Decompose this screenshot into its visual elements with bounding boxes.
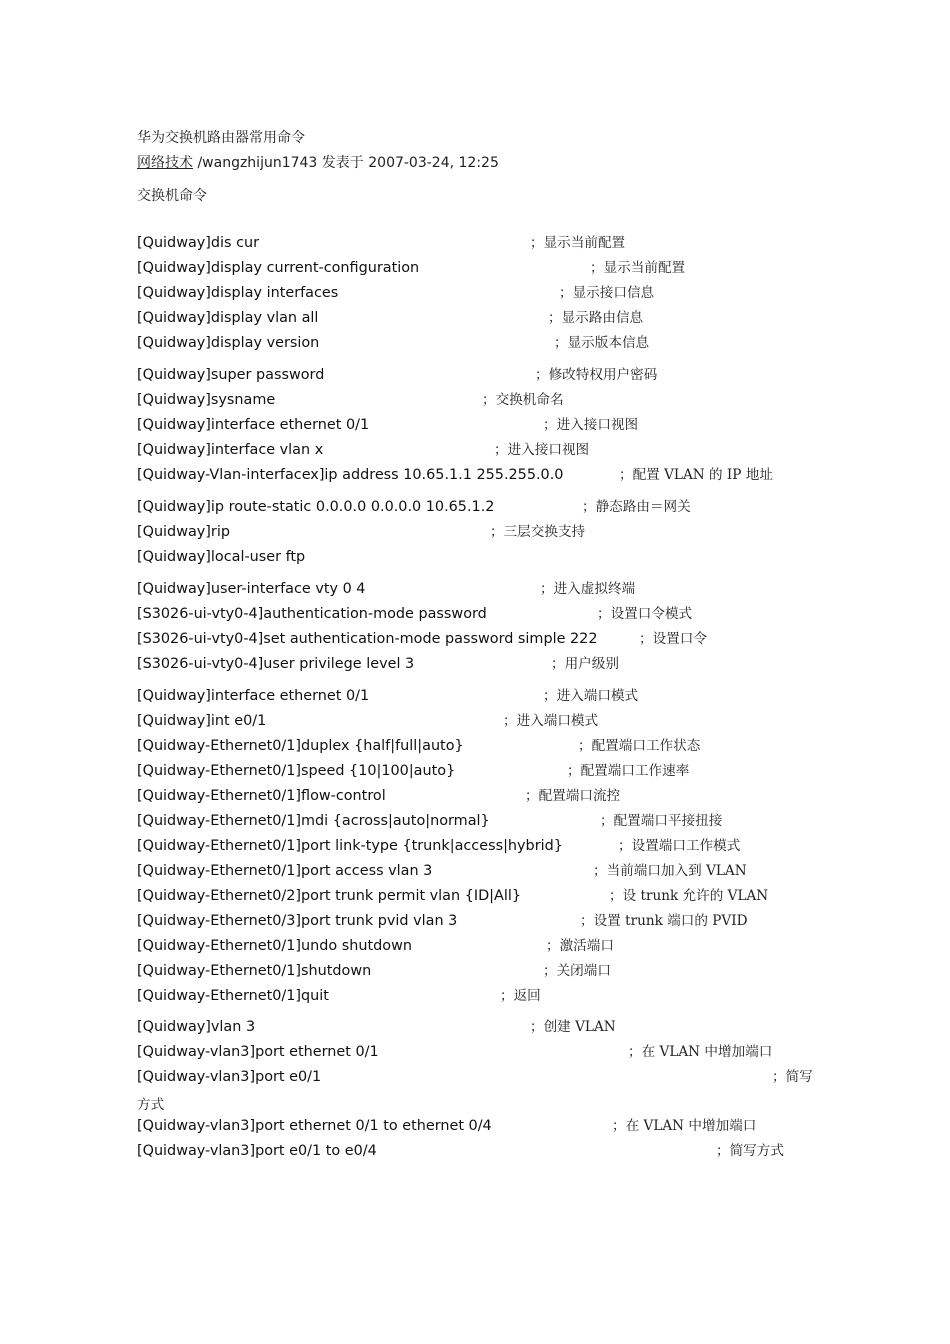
command-row	[0, 333, 950, 353]
author: /wangzhijun1743	[197, 155, 318, 171]
command-row	[0, 711, 950, 731]
page-title: 华为交换机路由器常用命令	[137, 130, 305, 146]
command-text: [Quidway]int e0/1	[137, 713, 267, 729]
command-row	[0, 986, 950, 1006]
command-text: [Quidway]rip	[137, 524, 230, 540]
command-comment: ；三层交换支持	[490, 524, 586, 540]
wrapped-comment: 方式	[137, 1097, 165, 1113]
command-text: [Quidway-vlan3]port e0/1 to e0/4	[137, 1143, 377, 1159]
byline	[137, 152, 499, 172]
command-row	[0, 258, 950, 278]
command-comment: ；显示当前配置	[530, 235, 626, 251]
command-text: [Quidway]local-user ftp	[137, 549, 306, 565]
command-comment: ；进入端口模式	[543, 688, 639, 704]
command-comment: ；当前端口加入到 VLAN	[593, 863, 747, 879]
command-row	[0, 1141, 950, 1161]
command-row	[0, 861, 950, 881]
command-text: [Quidway-vlan3]port ethernet 0/1 to ethernet 0/4	[137, 1118, 492, 1134]
command-row	[0, 786, 950, 806]
command-text: [Quidway-Ethernet0/1]port access vlan 3	[137, 863, 433, 879]
command-row	[0, 629, 950, 649]
command-row	[0, 886, 950, 906]
command-row	[0, 961, 950, 981]
command-comment: ；创建 VLAN	[530, 1019, 616, 1035]
command-text: [Quidway]interface ethernet 0/1	[137, 688, 370, 704]
command-row	[0, 233, 950, 253]
command-row	[0, 686, 950, 706]
command-row	[0, 604, 950, 624]
command-row	[0, 440, 950, 460]
command-comment: ；配置 VLAN 的 IP 地址	[619, 467, 773, 483]
command-text: [Quidway]display interfaces	[137, 285, 339, 301]
command-text: [Quidway]sysname	[137, 392, 276, 408]
command-comment: ；显示版本信息	[554, 335, 650, 351]
post-datetime: 2007-03-24, 12:25	[368, 155, 499, 171]
command-comment: ；静态路由＝网关	[582, 499, 691, 515]
command-row	[0, 654, 950, 674]
command-row	[0, 522, 950, 542]
command-comment: ；显示路由信息	[548, 310, 644, 326]
command-text: [Quidway]interface vlan x	[137, 442, 324, 458]
command-text: [Quidway]interface ethernet 0/1	[137, 417, 370, 433]
command-comment: ；配置端口流控	[525, 788, 621, 804]
command-text: [Quidway-Ethernet0/1]shutdown	[137, 963, 372, 979]
command-row	[0, 365, 950, 385]
command-text: [Quidway]ip route-static 0.0.0.0 0.0.0.0 10.65.1.2	[137, 499, 495, 515]
command-row	[0, 836, 950, 856]
command-text: [Quidway-Ethernet0/1]duplex {half|full|auto}	[137, 738, 464, 754]
posted-label: 发表于	[321, 155, 364, 171]
command-comment: ；进入接口视图	[543, 417, 639, 433]
command-row	[0, 579, 950, 599]
command-text: [Quidway]display vlan all	[137, 310, 319, 326]
command-row	[0, 465, 950, 485]
command-text: [Quidway-vlan3]port e0/1	[137, 1069, 322, 1085]
command-comment: ；关闭端口	[543, 963, 611, 979]
command-comment: ；配置端口工作速率	[567, 763, 690, 779]
command-row	[0, 1042, 950, 1062]
command-text: [Quidway]vlan 3	[137, 1019, 256, 1035]
command-row	[0, 761, 950, 781]
command-row	[0, 811, 950, 831]
command-text: [Quidway-Ethernet0/1]port link-type {trunk|access|hybrid}	[137, 838, 563, 854]
command-comment: ；在 VLAN 中增加端口	[628, 1044, 773, 1060]
command-comment: ；配置端口平接扭接	[600, 813, 723, 829]
section-heading: 交换机命令	[137, 188, 207, 204]
command-text: [Quidway]display current-configuration	[137, 260, 420, 276]
command-text: [Quidway-Ethernet0/1]undo shutdown	[137, 938, 412, 954]
command-text: [S3026-ui-vty0-4]user privilege level 3	[137, 656, 415, 672]
command-comment: ；设置端口工作模式	[618, 838, 741, 854]
command-text: [Quidway-Ethernet0/1]quit	[137, 988, 329, 1004]
command-row	[0, 547, 950, 567]
command-text: [Quidway-Ethernet0/2]port trunk permit vlan {ID|All}	[137, 888, 522, 904]
command-text: [Quidway]super password	[137, 367, 325, 383]
command-comment: ；用户级别	[551, 656, 619, 672]
command-comment: ；进入端口模式	[503, 713, 599, 729]
command-text: [Quidway-Ethernet0/1]mdi {across|auto|normal}	[137, 813, 490, 829]
command-row	[0, 1017, 950, 1037]
command-row	[0, 415, 950, 435]
command-text: [S3026-ui-vty0-4]set authentication-mode password simple 222	[137, 631, 598, 647]
command-text: [Quidway-vlan3]port ethernet 0/1	[137, 1044, 379, 1060]
command-comment: ；简写	[772, 1069, 813, 1085]
command-comment: ；显示接口信息	[559, 285, 655, 301]
command-text: [Quidway-Ethernet0/1]speed {10|100|auto}	[137, 763, 456, 779]
command-comment: ；进入虚拟终端	[540, 581, 636, 597]
command-row	[0, 936, 950, 956]
command-comment: ；激活端口	[546, 938, 614, 954]
command-comment: ；返回	[500, 988, 541, 1004]
command-comment: ；在 VLAN 中增加端口	[612, 1118, 757, 1134]
category-link[interactable]: 网络技术	[137, 155, 193, 171]
command-text: [Quidway]user-interface vty 0 4	[137, 581, 366, 597]
command-comment: ；显示当前配置	[590, 260, 686, 276]
command-comment: ；设置 trunk 端口的 PVID	[580, 913, 748, 929]
command-row	[0, 1067, 950, 1087]
command-text: [S3026-ui-vty0-4]authentication-mode password	[137, 606, 487, 622]
command-comment: ；交换机命名	[482, 392, 564, 408]
command-comment: ；设置口令模式	[597, 606, 693, 622]
command-row	[0, 283, 950, 303]
command-text: [Quidway]dis cur	[137, 235, 260, 251]
command-row	[0, 308, 950, 328]
command-comment: ；进入接口视图	[494, 442, 590, 458]
command-row	[0, 390, 950, 410]
command-text: [Quidway-Vlan-interfacex]ip address 10.65.1.1 255.255.0.0	[137, 467, 564, 483]
command-text: [Quidway]display version	[137, 335, 320, 351]
command-row	[0, 497, 950, 517]
command-row	[0, 1116, 950, 1136]
command-comment: ；简写方式	[716, 1143, 784, 1159]
command-comment: ；修改特权用户密码	[535, 367, 658, 383]
command-comment: ；设 trunk 允许的 VLAN	[609, 888, 769, 904]
command-comment: ；配置端口工作状态	[578, 738, 701, 754]
command-row	[0, 911, 950, 931]
command-comment: ；设置口令	[639, 631, 707, 647]
command-text: [Quidway-Ethernet0/3]port trunk pvid vlan 3	[137, 913, 458, 929]
command-text: [Quidway-Ethernet0/1]flow-control	[137, 788, 386, 804]
command-row	[0, 736, 950, 756]
